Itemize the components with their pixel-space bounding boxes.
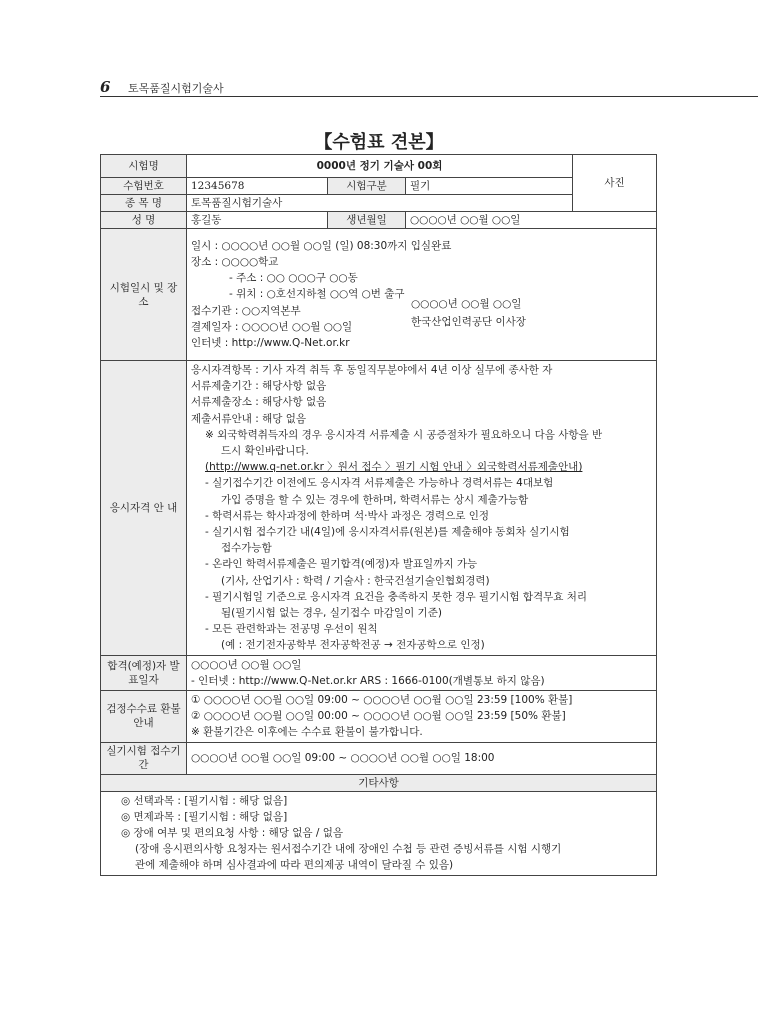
qual-line: - 실기시험 접수기간 내(4일)에 응시자격서류(원본)를 제출해야 동회차 실기시험 xyxy=(205,526,570,539)
refund-line: ※ 환불기간은 이후에는 수수료 환불이 불가합니다. xyxy=(191,726,423,739)
photo-label: 사진 xyxy=(604,177,625,189)
qualification-cell xyxy=(187,361,657,656)
person-name: 홍길동 xyxy=(187,212,328,229)
page-number: 6 xyxy=(100,78,111,96)
subject-value: 토목품질시험기술사 xyxy=(187,195,573,212)
qual-line: 접수가능함 xyxy=(221,542,272,555)
schedule-cell xyxy=(187,229,657,361)
qual-line: ※ 외국학력취득자의 경우 응시자격 서류제출 시 공증절차가 필요하오니 다음 사항을 반 xyxy=(205,428,603,441)
misc-line: (장애 응시편의사항 요청자는 원서접수기간 내에 장애인 수첩 등 관련 증빙서류를 시험 시행기 xyxy=(135,843,562,856)
qual-line: (기사, 산업기사 : 학력 / 기술사 : 한국건설기술인협회경력) xyxy=(221,574,490,587)
page-header xyxy=(100,78,224,96)
qual-line: - 필기시험일 기준으로 응시자격 요건을 충족하지 못한 경우 필기시험 합격무효 처리 xyxy=(205,590,588,603)
qual-link[interactable]: (http://www.q-net.or.kr 〉원서 접수 〉필기 시험 안내 〉외국학력서류제출안내) xyxy=(205,461,583,474)
qual-line: 됨(필기시험 없는 경우, 실기접수 마감일이 기준) xyxy=(221,607,442,620)
exam-number: 12345678 xyxy=(187,178,328,195)
misc-header: 기타사항 xyxy=(101,774,657,791)
qual-line: 서류제출기간 : 해당사항 없음 xyxy=(191,380,327,393)
refund-label: 검정수수료 환불안내 xyxy=(101,691,187,743)
announce-date: ○○○○년 ○○월 ○○일 xyxy=(191,658,302,671)
exam-number-label: 수험번호 xyxy=(101,178,187,195)
issuer-name: 한국산업인력공단 이사장 xyxy=(411,316,526,328)
qual-line: - 온라인 학력서류제출은 필기합격(예정)자 발표일까지 가능 xyxy=(205,558,478,571)
schedule-location: - 위치 : ○호선지하철 ○○역 ○번 출구 xyxy=(229,288,405,301)
exam-type-label: 시험구분 xyxy=(328,178,406,195)
qual-line: - 실기접수기간 이전에도 응시자격 서류제출은 가능하나 경력서류는 4대보험 xyxy=(205,477,554,490)
schedule-internet: 인터넷 : http://www.Q-Net.or.kr xyxy=(191,337,350,349)
exam-ticket-table xyxy=(100,154,657,876)
issuer-block xyxy=(411,295,526,331)
birth-label: 생년월일 xyxy=(328,212,406,229)
schedule-time: 일시 : ○○○○년 ○○월 ○○일 (일) 08:30까지 입실완료 xyxy=(191,239,452,252)
birth-value: ○○○○년 ○○월 ○○일 xyxy=(406,212,657,229)
person-name-label: 성 명 xyxy=(101,212,187,229)
schedule-agency: 접수기관 : ○○지역본부 xyxy=(191,304,301,317)
exam-name: 0000년 정기 기술사 00회 xyxy=(187,155,573,178)
photo-box xyxy=(573,155,657,212)
qual-line: 드시 확인바랍니다. xyxy=(221,445,309,458)
schedule-payment-date: 결제일자 : ○○○○년 ○○월 ○○일 xyxy=(191,320,353,333)
practical-period: ○○○○년 ○○월 ○○일 09:00 ~ ○○○○년 ○○월 ○○일 18:00 xyxy=(187,742,657,774)
misc-line: 관에 제출해야 하며 심사결과에 따라 편의제공 내역이 달라질 수 있음) xyxy=(135,859,454,872)
form-title: 【수험표 견본】 xyxy=(314,132,444,153)
exam-name-label: 시험명 xyxy=(101,155,187,178)
misc-cell xyxy=(101,791,657,875)
qual-line: 가입 증명을 할 수 있는 경우에 한하며, 학력서류는 상시 제출가능함 xyxy=(221,493,529,506)
qual-line: 응시자격항목 : 기사 자격 취득 후 동일직무분야에서 4년 이상 실무에 종사한 자 xyxy=(191,364,553,376)
refund-line: ① ○○○○년 ○○월 ○○일 09:00 ~ ○○○○년 ○○월 ○○일 23:59 [100% 환불] xyxy=(191,694,573,707)
header-divider xyxy=(100,96,758,97)
announce-internet: - 인터넷 : http://www.Q-Net.or.kr ARS : 1666-0100(개별통보 하지 않음) xyxy=(191,674,545,687)
exam-type: 필기 xyxy=(406,178,573,195)
schedule-address: - 주소 : ○○ ○○○구 ○○동 xyxy=(229,272,358,285)
qual-line: - 학력서류는 학사과정에 한하며 석·박사 과정은 경력으로 인정 xyxy=(205,509,490,522)
announce-label: 합격(예정)자 발표일자 xyxy=(101,655,187,690)
subject-label: 종 목 명 xyxy=(101,195,187,212)
misc-line: ◎ 선택과목 : [필기시험 : 해당 없음] xyxy=(121,794,288,807)
misc-line: ◎ 면제과목 : [필기시험 : 해당 없음] xyxy=(121,810,288,823)
qual-line: 서류제출장소 : 해당사항 없음 xyxy=(191,396,327,409)
refund-line: ② ○○○○년 ○○월 ○○일 00:00 ~ ○○○○년 ○○월 ○○일 23:59 [50% 환불] xyxy=(191,710,566,723)
schedule-label: 시험일시 및 장소 xyxy=(101,229,187,361)
qual-line: 제출서류안내 : 해당 없음 xyxy=(191,412,306,425)
qual-line: (예 : 전기전자공학부 전자공학전공 → 전자공학으로 인정) xyxy=(221,639,485,652)
practical-label: 실기시험 접수기간 xyxy=(101,742,187,774)
qualification-label: 응시자격 안 내 xyxy=(101,361,187,656)
schedule-place: 장소 : ○○○○학교 xyxy=(191,255,279,268)
issue-date: ○○○○년 ○○월 ○○일 xyxy=(411,298,522,310)
announce-cell xyxy=(187,655,657,690)
qual-line: - 모든 관련학과는 전공명 우선이 원칙 xyxy=(205,623,378,636)
refund-cell xyxy=(187,691,657,743)
book-title: 토목품질시험기술사 xyxy=(127,82,224,95)
misc-line: ◎ 장애 여부 및 편의요청 사항 : 해당 없음 / 없음 xyxy=(121,827,344,840)
